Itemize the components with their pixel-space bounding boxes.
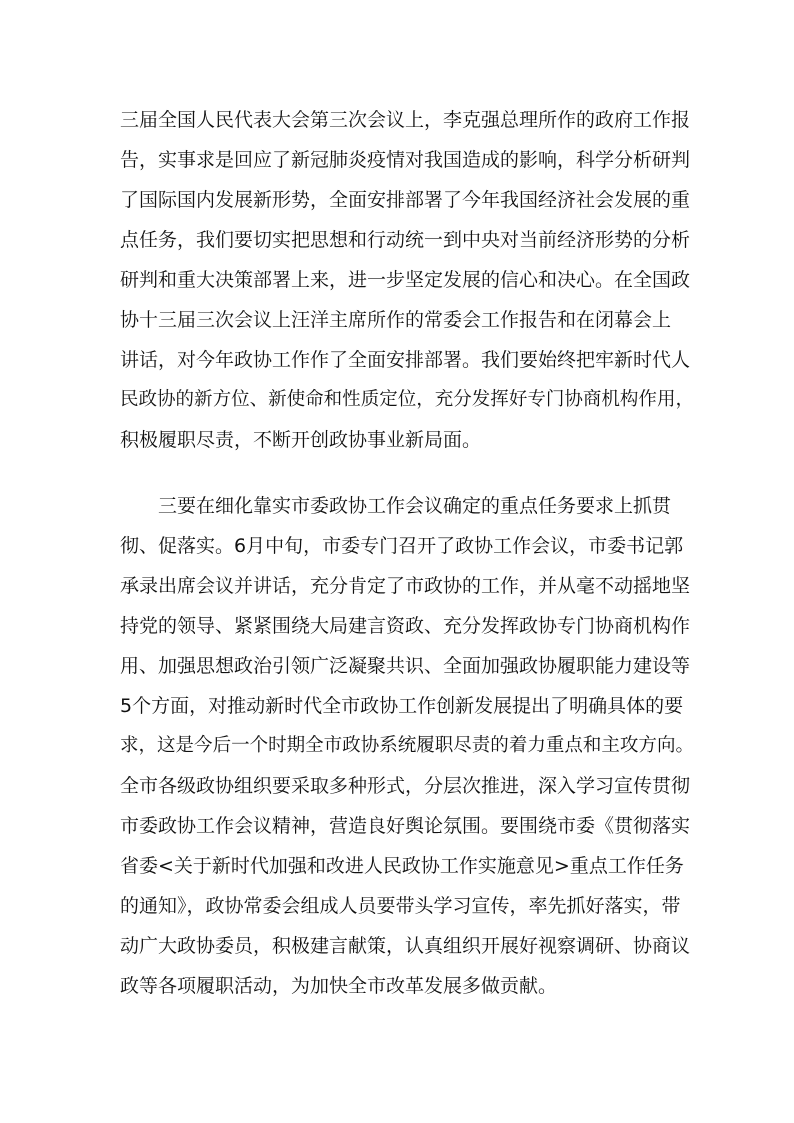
paragraph-1-line: 三届全国人民代表大会第三次会议上，李克强总理所作的政府工作报: [120, 109, 691, 131]
paragraph-1-line: 民政协的新方位、新使命和性质定位，充分发挥好专门协商机构作用，: [120, 389, 694, 410]
paragraph-1-line: 了国际国内发展新形势，全面安排部署了今年我国经济社会发展的重: [120, 189, 691, 211]
paragraph-2-line: 求，这是今后一个时期全市政协系统履职尽责的着力重点和主攻方向。: [120, 735, 694, 756]
paragraph-2-line: 持党的领导、紧紧围绕大局建言资政、充分发挥政协专门协商机构作: [120, 615, 691, 637]
paragraph-2-line: 三要在细化靠实市委政协工作会议确定的重点任务要求上抓贯: [158, 495, 672, 517]
paragraph-1-line: 告，实事求是回应了新冠肺炎疫情对我国造成的影响，科学分析研判: [120, 149, 691, 171]
paragraph-2-line: 用、加强思想政治引领广泛凝聚共识、全面加强政协履职能力建设等: [120, 655, 691, 677]
paragraph-2-line: 的通知》，政协常委会组成人员要带头学习宣传，率先抓好落实，带: [120, 895, 681, 917]
paragraph-2-line: 政等各项履职活动，为加快全市改革发展多做贡献。: [120, 975, 558, 997]
paragraph-2-line: 承录出席会议并讲话，充分肯定了市政协的工作，并从毫不动摇地坚: [120, 575, 691, 597]
paragraph-1-line: 研判和重大决策部署上来，进一步坚定发展的信心和决心。在全国政: [120, 269, 691, 291]
paragraph-1-line: 讲话，对今年政协工作作了全面安排部署。我们要始终把牢新时代人: [120, 349, 691, 371]
paragraph-2-line: 市委政协工作会议精神，营造良好舆论氛围。要围绕市委《贯彻落实: [120, 815, 691, 837]
paragraph-2-line: 5个方面，对推动新时代全市政协工作创新发展提出了明确具体的要: [120, 695, 684, 717]
paragraph-1-line: 点任务，我们要切实把思想和行动统一到中央对当前经济形势的分析: [120, 229, 691, 251]
paragraph-1-line: 积极履职尽责，不断开创政协事业新局面。: [120, 429, 482, 451]
paragraph-2-line: 动广大政协委员，积极建言献策，认真组织开展好视察调研、协商议: [120, 935, 691, 957]
paragraph-1-line: 协十三届三次会议上汪洋主席所作的常委会工作报告和在闭幕会上: [120, 309, 672, 331]
paragraph-2-line: 全市各级政协组织要采取多种形式，分层次推进，深入学习宣传贯彻: [120, 775, 691, 797]
paragraph-2-line: 省委<关于新时代加强和改进人民政协工作实施意见>重点工作任务: [120, 855, 684, 877]
paragraph-2-line: 彻、促落实。6月中旬，市委专门召开了政协工作会议，市委书记郭: [120, 535, 684, 557]
